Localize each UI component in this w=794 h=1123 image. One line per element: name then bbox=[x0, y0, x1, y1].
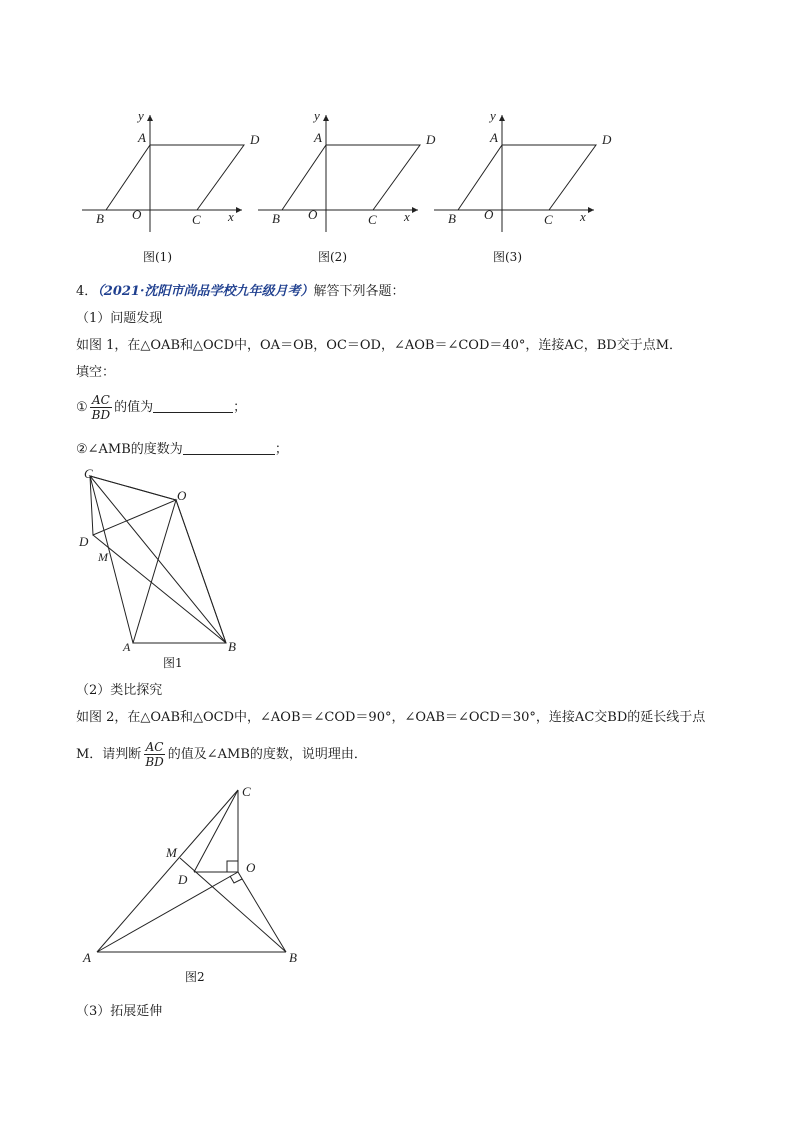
part2-fraction bbox=[143, 740, 165, 769]
label-D: D bbox=[250, 132, 260, 147]
right-angle-mark-AOB bbox=[230, 876, 242, 883]
label-A: A bbox=[490, 130, 498, 145]
coordinate-graphs bbox=[0, 100, 794, 240]
question-1 bbox=[76, 393, 246, 423]
fill-in-label: 填空： bbox=[76, 365, 116, 380]
part3-title: （3）拓展延伸 bbox=[76, 1004, 163, 1019]
graph-caption-2: 图(2) bbox=[318, 250, 347, 264]
question-2 bbox=[76, 440, 288, 459]
label-O: O bbox=[308, 207, 318, 222]
label-y: y bbox=[490, 108, 496, 123]
label-C: C bbox=[544, 212, 553, 227]
fig2-label-O: O bbox=[246, 860, 256, 875]
fig2-label-A: A bbox=[83, 950, 91, 965]
label-O: O bbox=[484, 207, 494, 222]
fig1-label-D: D bbox=[79, 534, 89, 549]
label-D: D bbox=[426, 132, 436, 147]
segment-AC bbox=[97, 790, 238, 952]
problem-header bbox=[76, 283, 405, 301]
q2-text: ②∠AMB的度数为 bbox=[76, 442, 183, 457]
problem-intro: 解答下列各题： bbox=[313, 284, 405, 299]
graph-3 bbox=[434, 108, 612, 232]
q2-end: ； bbox=[274, 442, 288, 457]
q1-mark: ① bbox=[76, 400, 88, 415]
segment-AC bbox=[90, 476, 133, 643]
q1-end: ； bbox=[233, 400, 247, 415]
label-B: B bbox=[96, 211, 104, 226]
parallelogram bbox=[458, 145, 596, 210]
label-A: A bbox=[314, 130, 322, 145]
fig1-label-A: A bbox=[123, 640, 131, 654]
figure-2 bbox=[78, 780, 308, 970]
fig2-label-C: C bbox=[242, 784, 251, 799]
part2-text-a: M．请判断 bbox=[76, 747, 142, 762]
label-B: B bbox=[448, 211, 456, 226]
segment-AO bbox=[97, 872, 238, 952]
label-B: B bbox=[272, 211, 280, 226]
label-C: C bbox=[192, 212, 201, 227]
part1-text: 如图 1，在△OAB和△OCD中，OA＝OB，OC＝OD，∠AOB＝∠COD＝40°，连接AC，BD交于点M． bbox=[76, 338, 683, 353]
fig2-label-D: D bbox=[178, 872, 188, 887]
label-O: O bbox=[132, 207, 142, 222]
fig2-label-M: M bbox=[166, 845, 177, 860]
q1-numerator: AC bbox=[91, 393, 110, 407]
part2-title: （2）类比探究 bbox=[76, 683, 163, 698]
q1-denominator: BD bbox=[91, 408, 111, 422]
figure-1 bbox=[70, 462, 250, 662]
parallelogram bbox=[282, 145, 420, 210]
q1-fraction bbox=[90, 393, 112, 422]
part1-title: （1）问题发现 bbox=[76, 311, 163, 326]
segment-BD bbox=[93, 535, 226, 643]
triangle-OAB bbox=[133, 500, 226, 643]
right-angle-mark-COD bbox=[227, 861, 238, 872]
fig1-label-B: B bbox=[228, 639, 236, 654]
label-y: y bbox=[314, 108, 320, 123]
fig1-label-M: M bbox=[98, 550, 108, 564]
label-y: y bbox=[138, 108, 144, 123]
label-D: D bbox=[602, 132, 612, 147]
label-C: C bbox=[368, 212, 377, 227]
segment-OB bbox=[238, 872, 286, 952]
q2-answer-blank[interactable] bbox=[183, 440, 275, 455]
label-A: A bbox=[138, 130, 146, 145]
q1-answer-blank[interactable] bbox=[153, 398, 233, 413]
graph-caption-1: 图(1) bbox=[143, 250, 172, 264]
part2-line-1: 如图 2，在△OAB和△OCD中，∠AOB＝∠COD＝90°，∠OAB＝∠OCD＝30°，连接AC交BD的延长线于点 bbox=[76, 710, 706, 725]
part2-line-2 bbox=[76, 740, 367, 770]
problem-source: （2021·沈阳市尚品学校九年级月考） bbox=[97, 284, 314, 299]
graph-1 bbox=[82, 108, 260, 232]
fig1-label-O: O bbox=[177, 488, 187, 503]
fig2-label-B: B bbox=[289, 950, 297, 965]
figure-1-caption: 图1 bbox=[163, 656, 183, 670]
part2-denominator: BD bbox=[145, 755, 164, 769]
label-x: x bbox=[228, 209, 234, 224]
fig1-label-C: C bbox=[84, 466, 93, 481]
problem-number: 4． bbox=[76, 284, 98, 299]
graph-caption-3: 图(3) bbox=[493, 250, 522, 264]
q1-suffix: 的值为 bbox=[114, 400, 154, 415]
part2-numerator: AC bbox=[145, 740, 164, 754]
part2-text-b: 的值及∠AMB的度数，说明理由． bbox=[167, 747, 367, 762]
label-x: x bbox=[404, 209, 410, 224]
label-x: x bbox=[580, 209, 586, 224]
parallelogram bbox=[106, 145, 244, 210]
segment-CD bbox=[194, 790, 238, 872]
graph-2 bbox=[258, 108, 436, 232]
figure-2-caption: 图2 bbox=[185, 970, 205, 984]
